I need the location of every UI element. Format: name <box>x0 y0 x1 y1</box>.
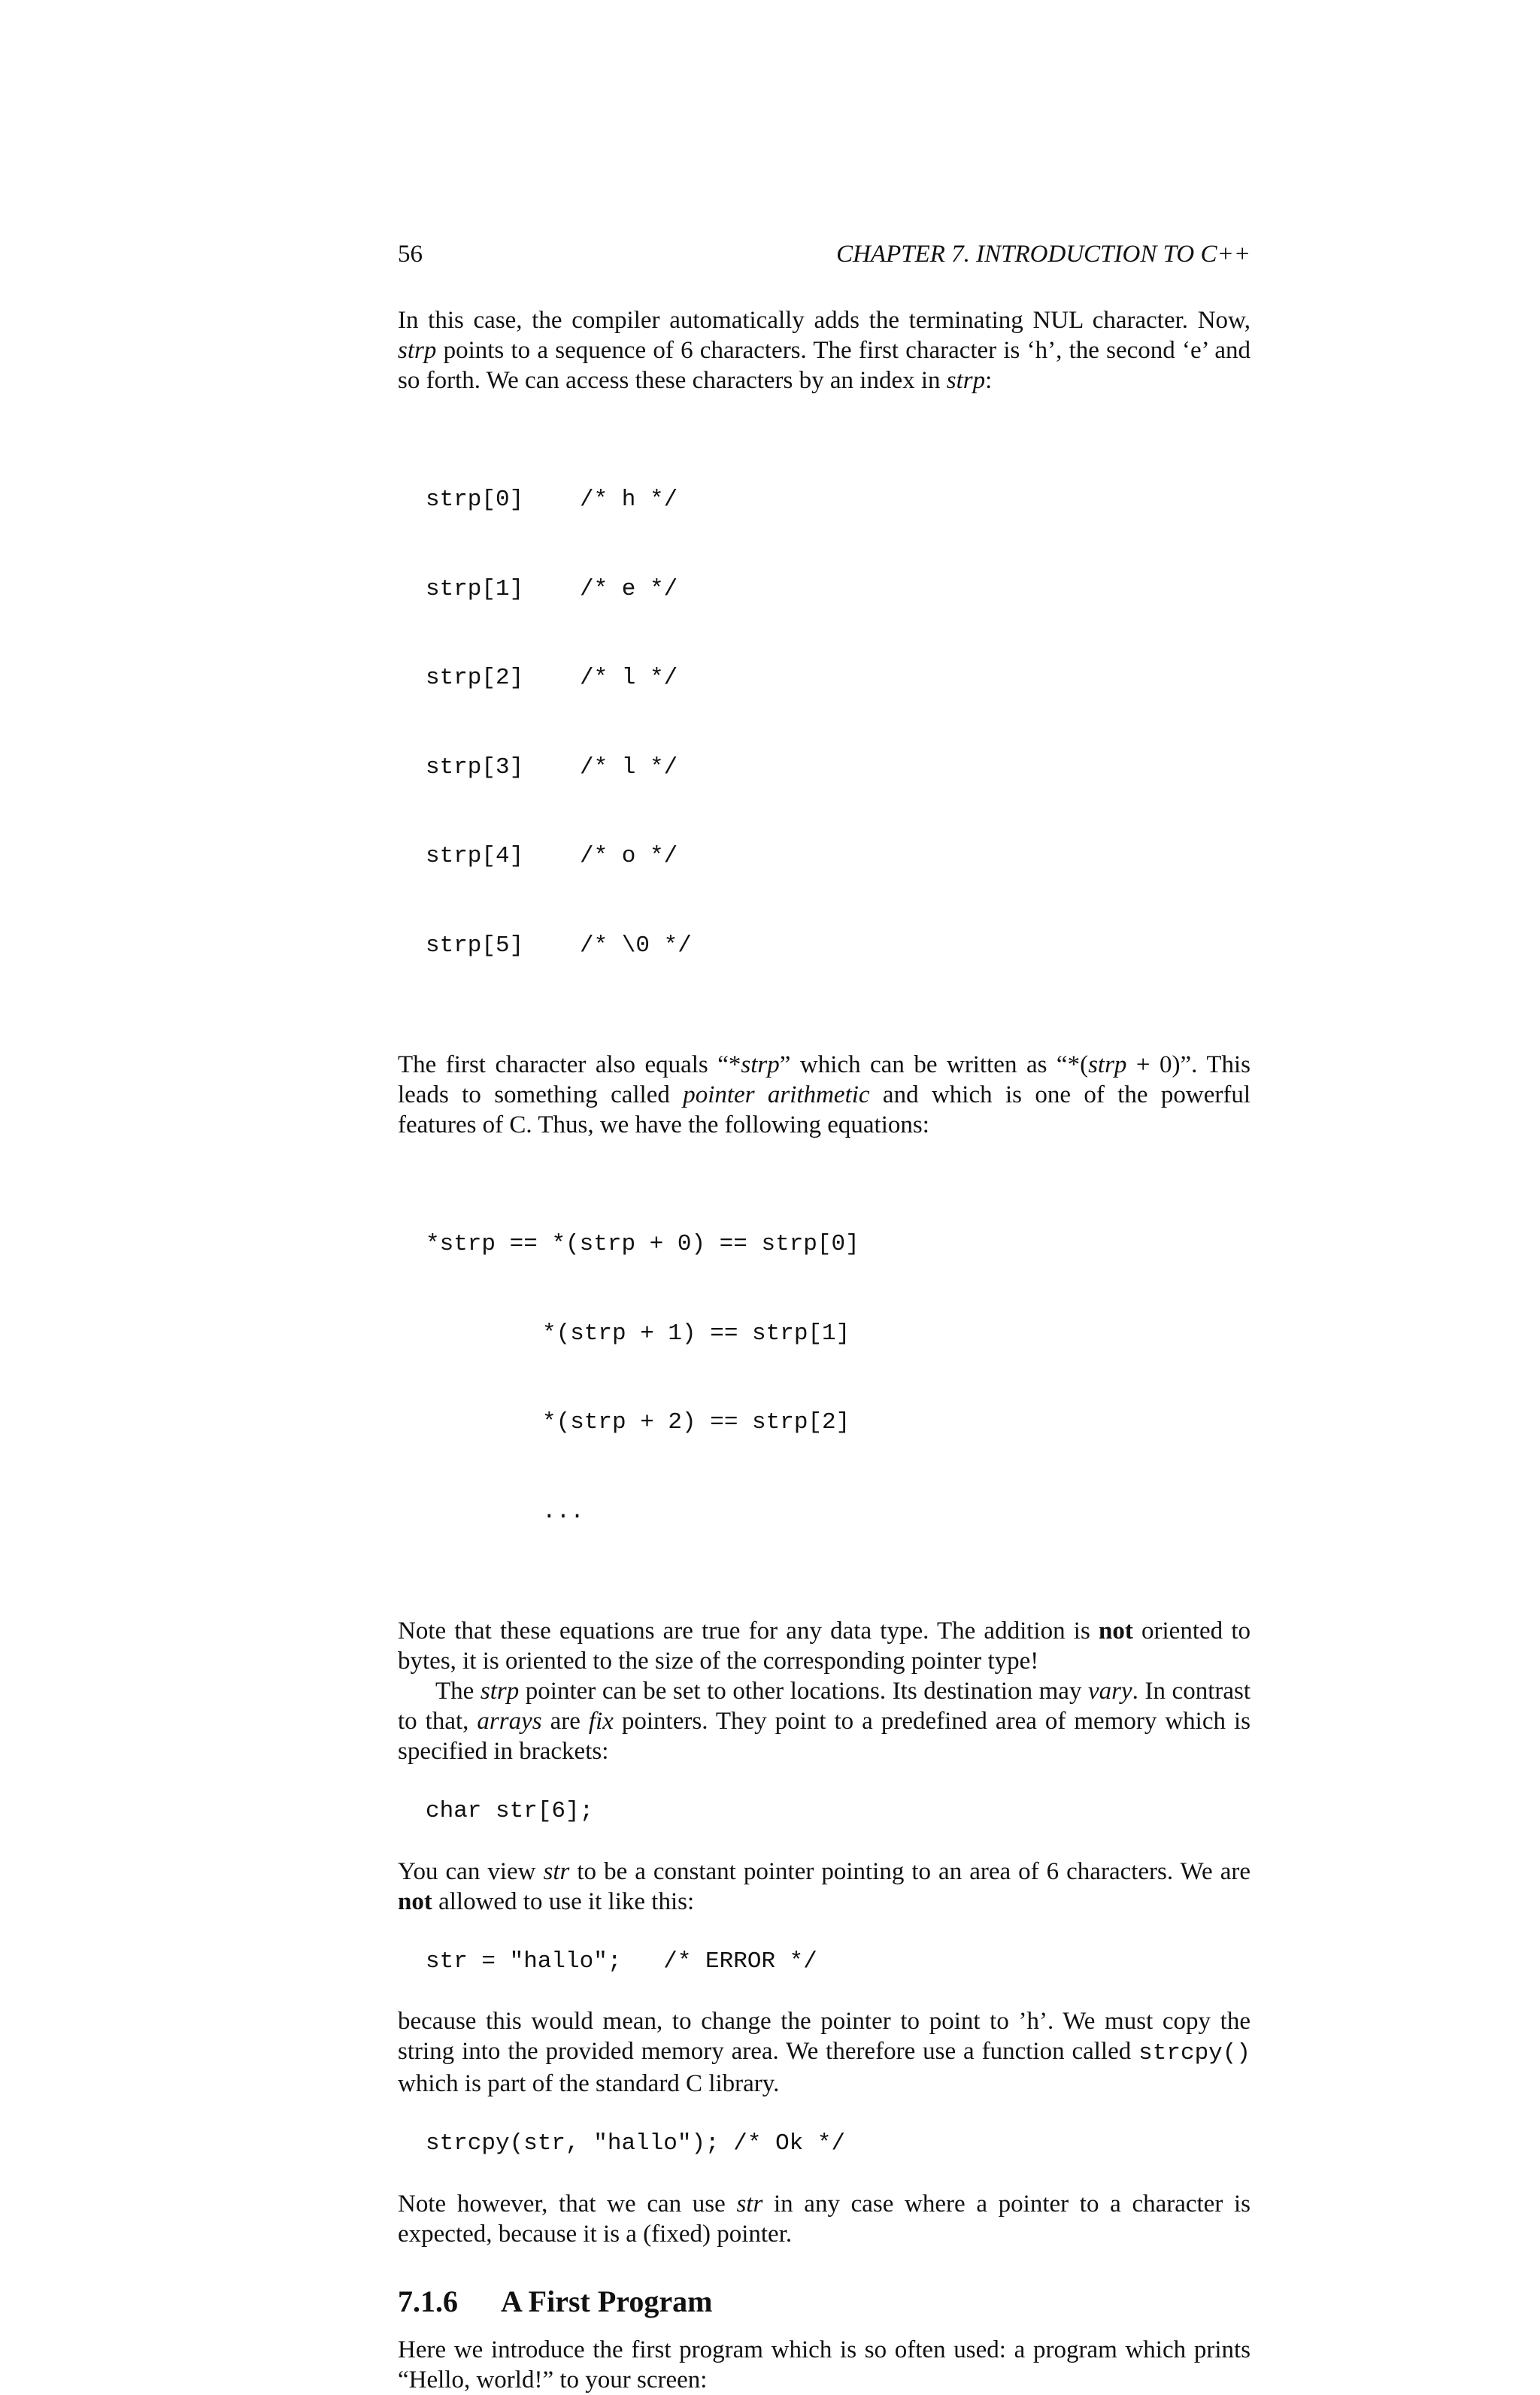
paragraph-8: Here we introduce the first program which is so often used: a program which prints “Hello, world!” to your screen: <box>398 2336 1250 2393</box>
code-block-equations <box>426 1170 1250 1586</box>
paragraph-4: The strp pointer can be set to other locations. Its destination may vary. In contrast to that, arrays are fix pointers. They point to a predefined area of memory which is specified in brackets: <box>398 1678 1251 1765</box>
section-title: A First Program <box>501 2284 713 2318</box>
paragraph-7: Note however, that we can use str in any case where a pointer to a character is expected, because it is a (fixed) pointer. <box>398 2190 1250 2248</box>
paragraph-5: You can view str to be a constant pointer pointing to an area of 6 characters. We are not allowed to use it like this: <box>398 1857 1250 1915</box>
code-block-strcpy: strcpy(str, "hallo"); /* Ok */ <box>426 2130 846 2157</box>
section-number: 7.1.6 <box>398 2284 458 2318</box>
code-line: strp[2] /* l */ <box>426 665 678 691</box>
code-line: ... <box>542 1498 584 1525</box>
running-head <box>398 239 1250 269</box>
code-block-error: str = "hallo"; /* ERROR */ <box>426 1948 817 1975</box>
paragraph-3: Note that these equations are true for any data type. The addition is not oriented to bytes, it is oriented to the size of the corresponding pointer type! <box>398 1617 1250 1675</box>
code-line: *(strp + 2) == strp[2] <box>542 1409 850 1435</box>
code-line: strp[4] /* o */ <box>426 843 678 869</box>
paragraph-6: because this would mean, to change the pointer to point to ’h’. We must copy the string into the provided memory area. We therefore use a function called strcpy() which is part of the standard C library. <box>398 2008 1250 2097</box>
chapter-title: CHAPTER 7. INTRODUCTION TO C++ <box>836 241 1250 268</box>
page-number: 56 <box>398 241 423 268</box>
page-content <box>398 239 1250 2395</box>
code-block-array-decl: char str[6]; <box>426 1798 594 1824</box>
paragraph-1: In this case, the compiler automatically adds the terminating NUL character. Now, strp points to a sequence of 6 characters. The first character is ‘h’, the second ‘e’ and so forth. We can access these characters by an index in strp: <box>398 307 1250 394</box>
code-line: strp[1] /* e */ <box>426 575 678 602</box>
code-line: strp[5] /* \0 */ <box>426 932 692 959</box>
section-heading <box>398 2284 1250 2320</box>
code-line: *(strp + 1) == strp[1] <box>542 1320 850 1347</box>
code-line: strp[0] /* h */ <box>426 487 678 513</box>
code-line: strp[3] /* l */ <box>426 753 678 781</box>
code-block-strp-index <box>426 426 1250 1020</box>
paragraph-2: The first character also equals “*strp” which can be written as “*(strp + 0)”. This leads to something called pointer arithmetic and which is one of the powerful features of C. Thus, we have the following equations: <box>398 1051 1251 1138</box>
code-line: *strp == *(strp + 0) == strp[0] <box>426 1231 859 1257</box>
